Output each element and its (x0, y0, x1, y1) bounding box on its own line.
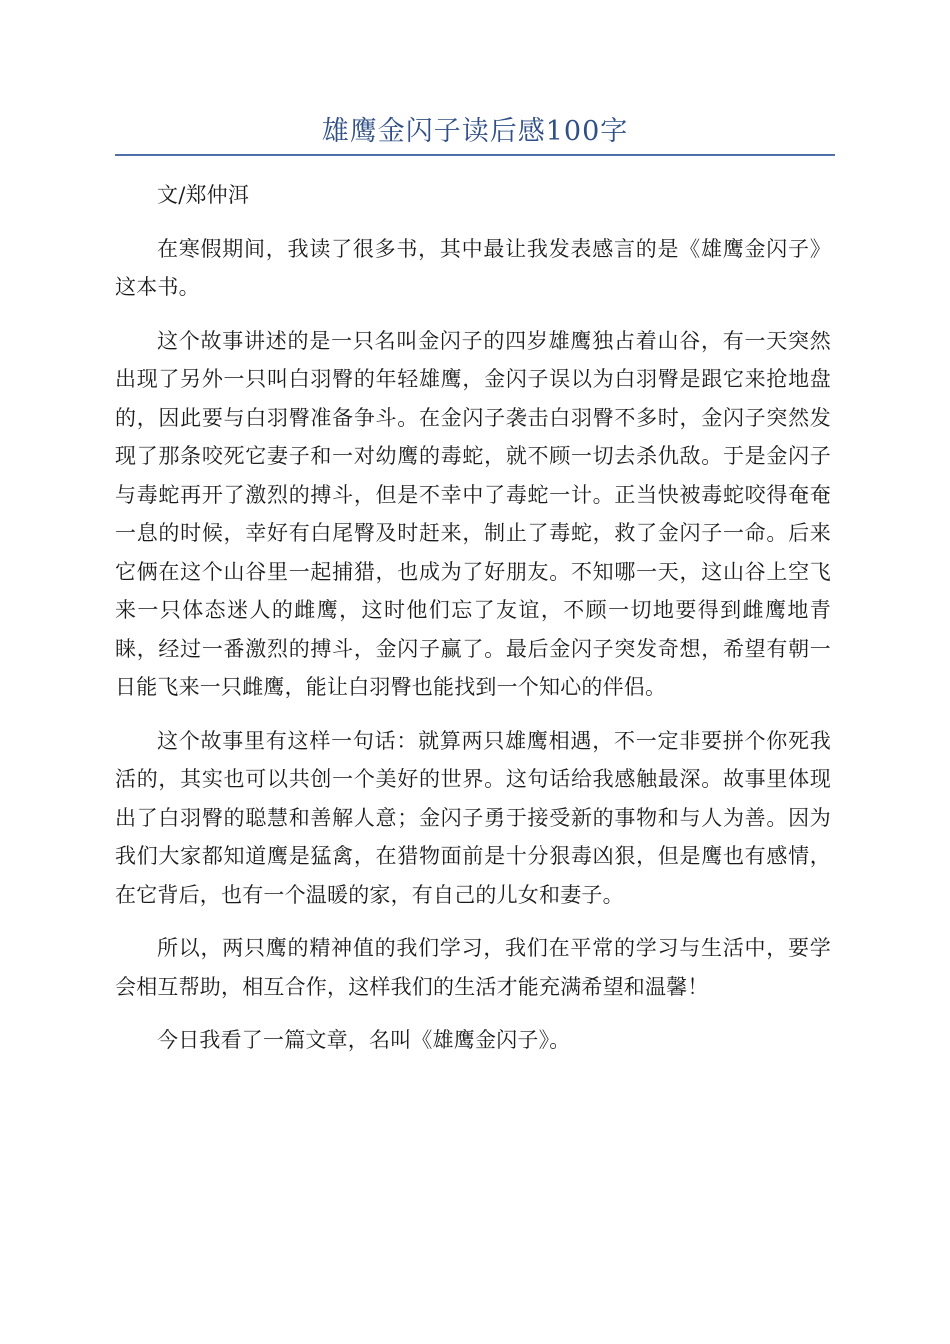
document-body (115, 176, 831, 1075)
paragraph-conclusion: 所以，两只鹰的精神值的我们学习，我们在平常的学习与生活中，要学会相互帮助，相互合作，这样我们的生活才能充满希望和温馨！ (115, 936, 831, 999)
document-title: 雄鹰金闪子读后感100字 (321, 116, 629, 147)
paragraph-intro: 在寒假期间，我读了很多书，其中最让我发表感言的是《雄鹰金闪子》这本书。 (115, 236, 831, 299)
paragraph-closing: 今日我看了一篇文章，名叫《雄鹰金闪子》。 (157, 1028, 571, 1052)
title-underline-divider (115, 154, 835, 156)
paragraph-story-summary: 这个故事讲述的是一只名叫金闪子的四岁雄鹰独占着山谷，有一天突然出现了另外一只叫白羽臀的年轻雄鹰，金闪子误以为白羽臀是跟它来抢地盘的，因此要与白羽臀准备争斗。在金闪子袭击白羽臀不多时，金闪子突然发现了那条咬死它妻子和一对幼鹰的毒蛇，就不顾一切去杀仇敌。于是金闪子与毒蛇再开了激烈的搏斗，但是不幸中了毒蛇一计。正当快被毒蛇咬得奄奄一息的时候，幸好有白尾臀及时赶来，制止了毒蛇，救了金闪子一命。后来它俩在这个山谷里一起捕猎，也成为了好朋友。不知哪一天，这山谷上空飞来一只体态迷人的雌鹰，这时他们忘了友谊，不顾一切地要得到雌鹰地青睐，经过一番激烈的搏斗，金闪子赢了。最后金闪子突发奇想，希望有朝一日能飞来一只雌鹰，能让白羽臀也能找到一个知心的伴侣。 (115, 328, 831, 699)
author-line: 文/郑仲洱 (157, 183, 250, 207)
paragraph-reflection: 这个故事里有这样一句话：就算两只雄鹰相遇，不一定非要拼个你死我活的，其实也可以共创一个美好的世界。这句话给我感触最深。故事里体现出了白羽臀的聪慧和善解人意；金闪子勇于接受新的事物和与人为善。因为我们大家都知道鹰是猛禽，在猎物面前是十分狠毒凶狠，但是鹰也有感情，在它背后，也有一个温暖的家，有自己的儿女和妻子。 (115, 728, 831, 907)
